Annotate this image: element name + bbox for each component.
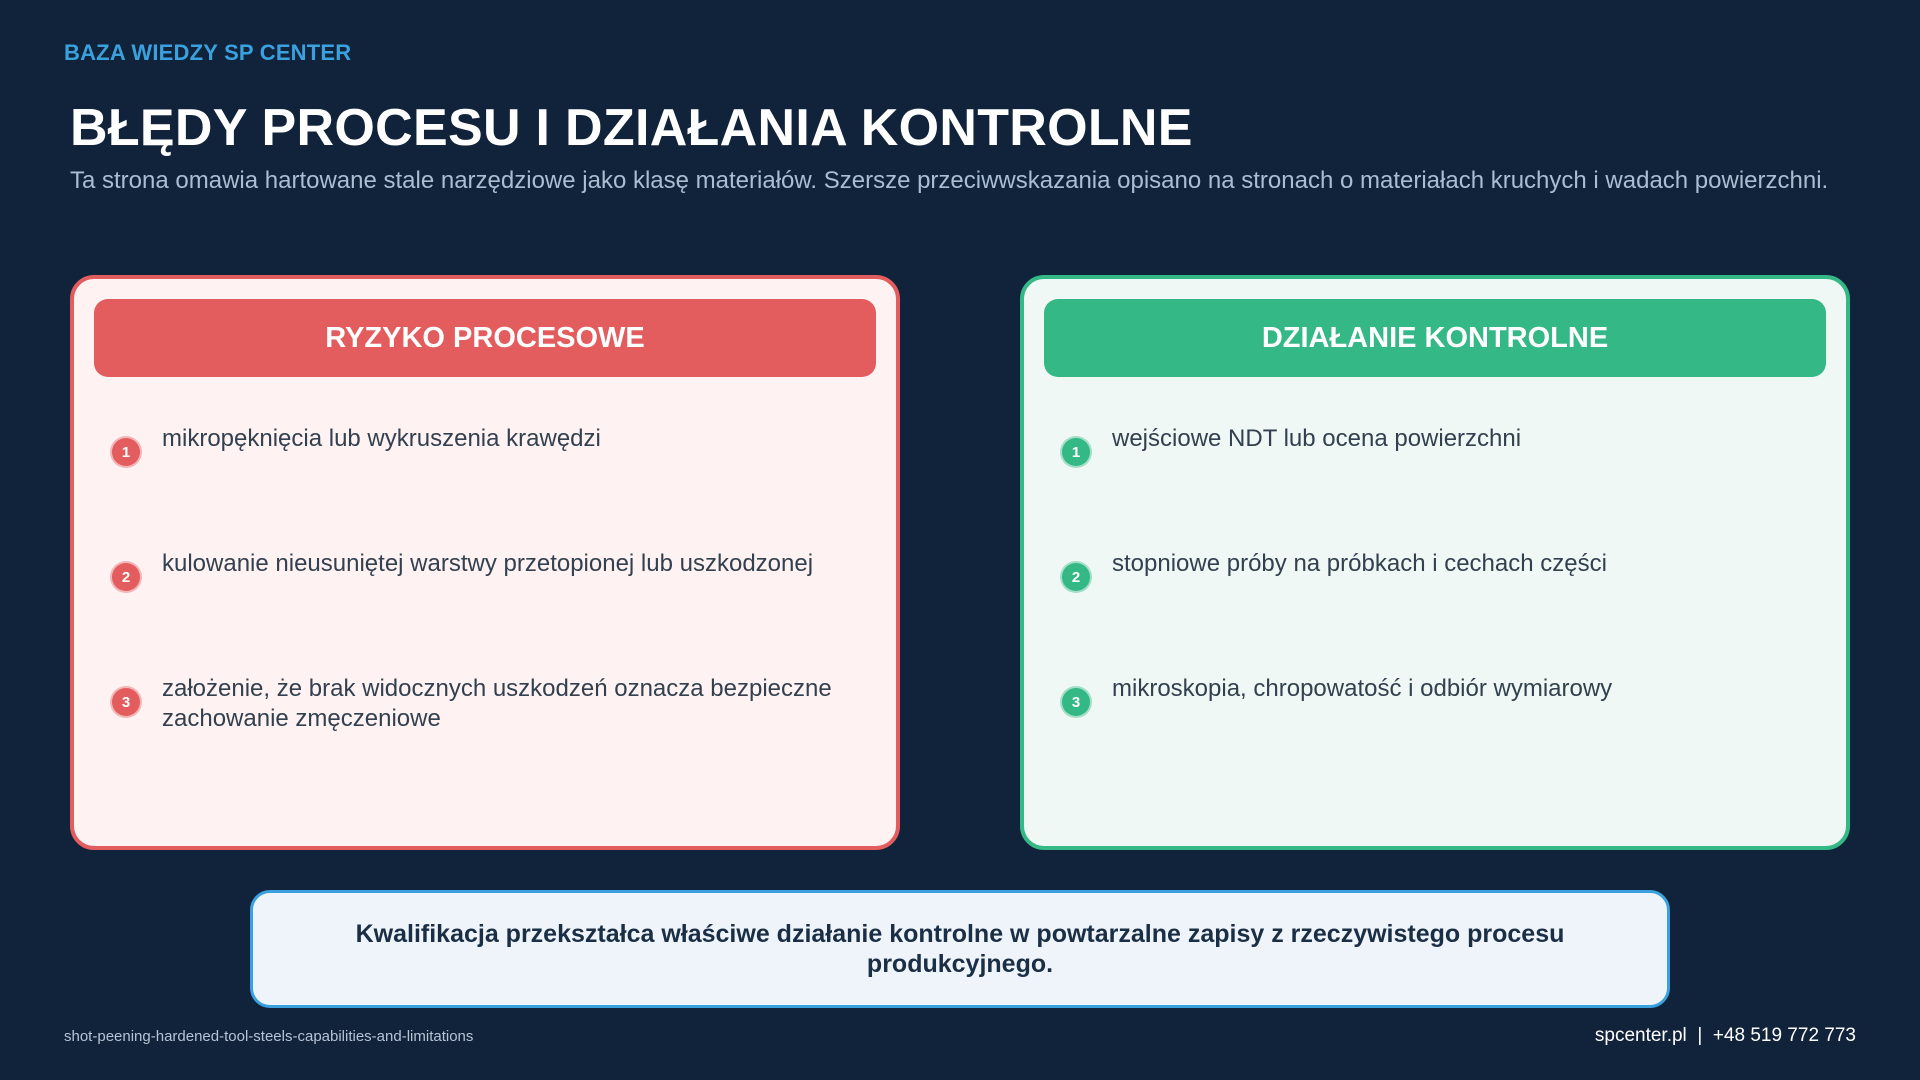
page-subtitle: Ta strona omawia hartowane stale narzędziowe jako klasę materiałów. Szersze przeciwwskazania opisano na stronach o materiałach kruchych i wadach powierzchni. [70, 167, 1829, 194]
control-item-text: mikroskopia, chropowatość i odbiór wymiarowy [1112, 675, 1613, 702]
summary-banner: Kwalifikacja przekształca właściwe działanie kontrolne w powtarzalne zapisy z rzeczywistego procesu produkcyjnego. [250, 890, 1670, 1008]
risk-item [110, 549, 860, 593]
footer-contact: spcenter.pl | +48 519 772 773 [1594, 1025, 1856, 1046]
page-title: BŁĘDY PROCESU I DZIAŁANIA KONTROLNE [70, 99, 1193, 157]
number-badge: 1 [1060, 436, 1092, 468]
risk-item [110, 424, 860, 468]
brand-label: BAZA WIEDZY SP CENTER [64, 40, 352, 65]
control-card-heading: DZIAŁANIE KONTROLNE [1044, 299, 1826, 377]
number-badge: 3 [1060, 686, 1092, 718]
control-item [1060, 674, 1810, 718]
risk-item [110, 674, 860, 734]
control-item [1060, 549, 1810, 593]
footer-slug: shot-peening-hardened-tool-steels-capabilities-and-limitations [64, 1028, 474, 1045]
control-item-text: stopniowe próby na próbkach i cechach części [1112, 550, 1607, 577]
risk-card-heading: RYZYKO PROCESOWE [94, 299, 876, 377]
risk-item-text: mikropęknięcia lub wykruszenia krawędzi [162, 425, 601, 452]
number-badge: 3 [110, 686, 142, 718]
control-card [1020, 275, 1850, 850]
risk-card [70, 275, 900, 850]
number-badge: 2 [110, 561, 142, 593]
risk-item-text: kulowanie nieusuniętej warstwy przetopionej lub uszkodzonej [162, 550, 814, 577]
control-item [1060, 424, 1810, 468]
risk-item-text: założenie, że brak widocznych uszkodzeń oznacza bezpieczne zachowanie zmęczeniowe [162, 675, 832, 732]
number-badge: 2 [1060, 561, 1092, 593]
number-badge: 1 [110, 436, 142, 468]
control-item-text: wejściowe NDT lub ocena powierzchni [1112, 425, 1522, 452]
